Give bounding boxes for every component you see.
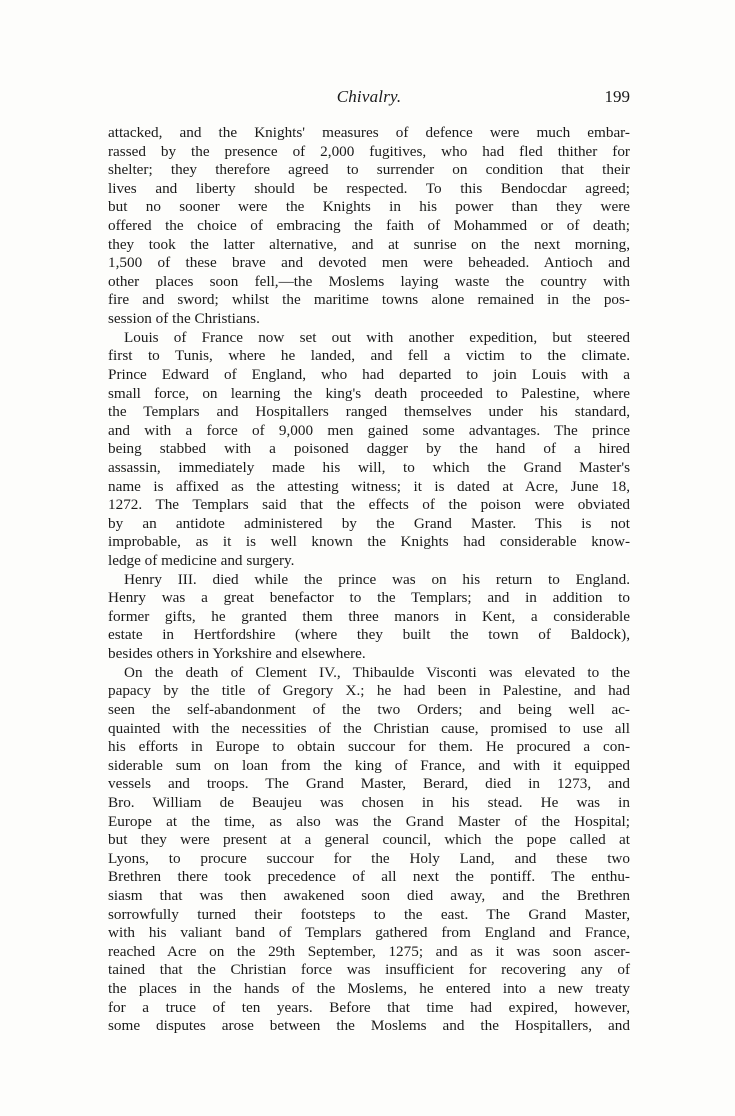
- text-line: assassin, immediately made his will, to which the Grand Master's: [108, 458, 630, 476]
- paragraph-end-line: session of the Christians.: [108, 310, 260, 328]
- text-line: the Templars and Hospitallers ranged themselves under his standard,: [108, 403, 630, 421]
- text-line: Prince Edward of England, who had departed to join Louis with a: [108, 365, 630, 383]
- text-line: sorrowfully turned their footsteps to the east. The Grand Master,: [108, 905, 630, 923]
- text-line: Brethren there took precedence of all next the pontiff. The enthu-: [108, 868, 630, 886]
- text-line: name is affixed as the attesting witness; it is dated at Acre, June 18,: [108, 477, 630, 495]
- text-line: 1272. The Templars said that the effects of the poison were obviated: [108, 496, 630, 514]
- text-line: shelter; they therefore agreed to surrender on condition that their: [108, 161, 630, 179]
- text-line: by an antidote administered by the Grand Master. This is not: [108, 514, 630, 532]
- text-line: attacked, and the Knights' measures of defence were much embar-: [108, 124, 630, 141]
- text-line: first to Tunis, where he landed, and fell a victim to the climate.: [108, 347, 630, 365]
- text-line: lives and liberty should be respected. To this Bendocdar agreed;: [108, 179, 630, 197]
- text-line: siderable sum on loan from the king of France, and with it equipped: [108, 756, 630, 774]
- text-line: Bro. William de Beaujeu was chosen in his stead. He was in: [108, 793, 630, 811]
- text-line: quainted with the necessities of the Christian cause, promised to use all: [108, 719, 630, 737]
- text-line: papacy by the title of Gregory X.; he had been in Palestine, and had: [108, 682, 630, 700]
- paragraph-start-line: Louis of France now set out with another expedition, but steered: [124, 328, 630, 346]
- paragraph-start-line: On the death of Clement IV., Thibaulde Visconti was elevated to the: [124, 663, 630, 681]
- text-line: other places soon fell,—the Moslems laying waste the country with: [108, 272, 630, 290]
- text-line: and with a force of 9,000 men gained some advantages. The prince: [108, 421, 630, 439]
- text-line: rassed by the presence of 2,000 fugitives, who had fled thither for: [108, 142, 630, 160]
- running-title: Chivalry.: [336, 87, 402, 106]
- body-text: [108, 124, 630, 1036]
- text-line: his efforts in Europe to obtain succour for them. He procured a con-: [108, 738, 630, 756]
- text-line: Europe at the time, as also was the Grand Master of the Hospital;: [108, 812, 630, 830]
- paragraph-start-line: Henry III. died while the prince was on his return to England.: [124, 570, 630, 588]
- text-line: small force, on learning the king's death proceeded to Palestine, where: [108, 384, 630, 402]
- text-line: estate in Hertfordshire (where they built the town of Baldock),: [108, 626, 630, 644]
- text-line: some disputes arose between the Moslems and the Hospitallers, and: [108, 1017, 630, 1035]
- text-line: being stabbed with a poisoned dagger by the hand of a hired: [108, 440, 630, 458]
- page-number: 199: [604, 87, 630, 106]
- text-line: but they were present at a general council, which the pope called at: [108, 831, 630, 849]
- text-line: with his valiant band of Templars gathered from England and France,: [108, 924, 630, 942]
- text-line: reached Acre on the 29th September, 1275; and as it was soon ascer-: [108, 942, 630, 960]
- text-line: tained that the Christian force was insufficient for recovering any of: [108, 961, 630, 979]
- text-line: for a truce of ten years. Before that time had expired, however,: [108, 998, 630, 1016]
- text-line: seen the self-abandonment of the two Orders; and being well ac-: [108, 700, 630, 718]
- text-line: improbable, as it is well known the Knights had considerable know-: [108, 533, 630, 551]
- text-line: offered the choice of embracing the faith of Mohammed or of death;: [108, 217, 630, 235]
- paragraph-end-line: ledge of medicine and surgery.: [108, 552, 295, 570]
- paragraph-end-line: besides others in Yorkshire and elsewhere.: [108, 645, 366, 663]
- text-line: they took the latter alternative, and at sunrise on the next morning,: [108, 235, 630, 253]
- text-line: siasm that was then awakened soon died away, and the Brethren: [108, 886, 630, 904]
- text-line: vessels and troops. The Grand Master, Berard, died in 1273, and: [108, 775, 630, 793]
- text-line: Lyons, to procure succour for the Holy Land, and these two: [108, 849, 630, 867]
- text-line: the places in the hands of the Moslems, he entered into a new treaty: [108, 980, 630, 998]
- running-head: [108, 87, 630, 113]
- text-line: but no sooner were the Knights in his power than they were: [108, 198, 630, 216]
- text-line: 1,500 of these brave and devoted men were beheaded. Antioch and: [108, 254, 630, 272]
- text-line: former gifts, he granted them three manors in Kent, a considerable: [108, 607, 630, 625]
- text-line: fire and sword; whilst the maritime towns alone remained in the pos-: [108, 291, 630, 309]
- text-line: Henry was a great benefactor to the Templars; and in addition to: [108, 589, 630, 607]
